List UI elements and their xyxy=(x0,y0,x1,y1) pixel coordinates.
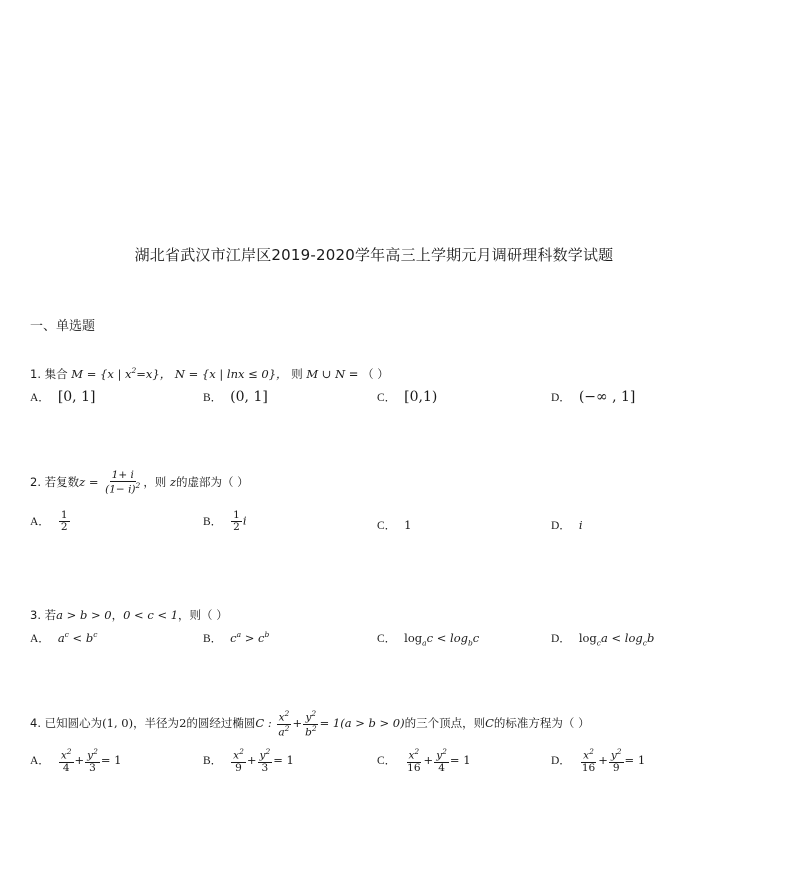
q3-option-d[interactable]: D． $\log_ca < \log_cb$ xyxy=(551,631,655,648)
q2-option-b[interactable]: B． $\frac{1}{2}$ i xyxy=(203,509,247,534)
q3-option-c[interactable]: C． $\log_ac < \log_bc$ xyxy=(377,631,480,648)
question-4: 4. 已知圆心为(1, 0)，半径为2的圆经过椭圆C : $\frac{x^2}{a^2}$ + $\frac{y^2}{b^2}$ = 1(a > b > 0)的三个顶点，则C的标准方程为（ ） xyxy=(30,709,590,739)
q2-option-d[interactable]: D． i xyxy=(551,518,583,532)
q4-option-b[interactable]: B． $\frac{x^2}{9}$ + $\frac{y^2}{3}$ = 1 xyxy=(203,747,294,774)
q4-option-c[interactable]: C． $\frac{x^2}{16}$ + $\frac{y^2}{4}$ = 1 xyxy=(377,747,471,774)
q3-option-b[interactable]: B． $c^a > c^b$ xyxy=(203,630,270,645)
q2-option-c[interactable]: C． 1 xyxy=(377,518,412,532)
question-1: 1. 集合 M = {x | $x^2=x$}， N = {x | lnx ≤ 0}， 则 M ∪ N = （ ） xyxy=(30,366,389,381)
set-m: M = {x | $x^2=x$}， xyxy=(71,366,172,381)
question-2: 2. 若复数z = $\frac{1+ i}{(1- i)^2}$ ，则 z的虚部为（ ） xyxy=(30,469,249,496)
question-3: 3. 若a > b > 0，0 < c < 1，则（ ） xyxy=(30,608,228,622)
q1-option-b[interactable]: B． (0, 1] xyxy=(203,389,268,405)
section-heading: 一、单选题 xyxy=(30,319,96,334)
q1-option-a[interactable]: A． [0, 1] xyxy=(30,389,96,405)
q2-option-a[interactable]: A． $\frac{1}{2}$ xyxy=(30,509,68,534)
q4-option-d[interactable]: D． $\frac{x^2}{16}$ + $\frac{y^2}{9}$ = 1 xyxy=(551,747,646,774)
q1-option-c[interactable]: C． [0,1) xyxy=(377,389,438,405)
q4-option-a[interactable]: A． $\frac{x^2}{4}$ + $\frac{y^2}{3}$ = 1 xyxy=(30,747,122,774)
fraction: $\frac{1+ i}{(1- i)^2}$ xyxy=(105,469,141,496)
page-title: 湖北省武汉市江岸区2019-2020学年高三上学期元月调研理科数学试题 xyxy=(134,246,614,264)
q1-option-d[interactable]: D． (−∞ , 1] xyxy=(551,389,636,405)
q3-option-a[interactable]: A． $a^c < b^c$ xyxy=(30,630,98,645)
set-n: N = {x | lnx ≤ 0}， xyxy=(174,367,288,381)
